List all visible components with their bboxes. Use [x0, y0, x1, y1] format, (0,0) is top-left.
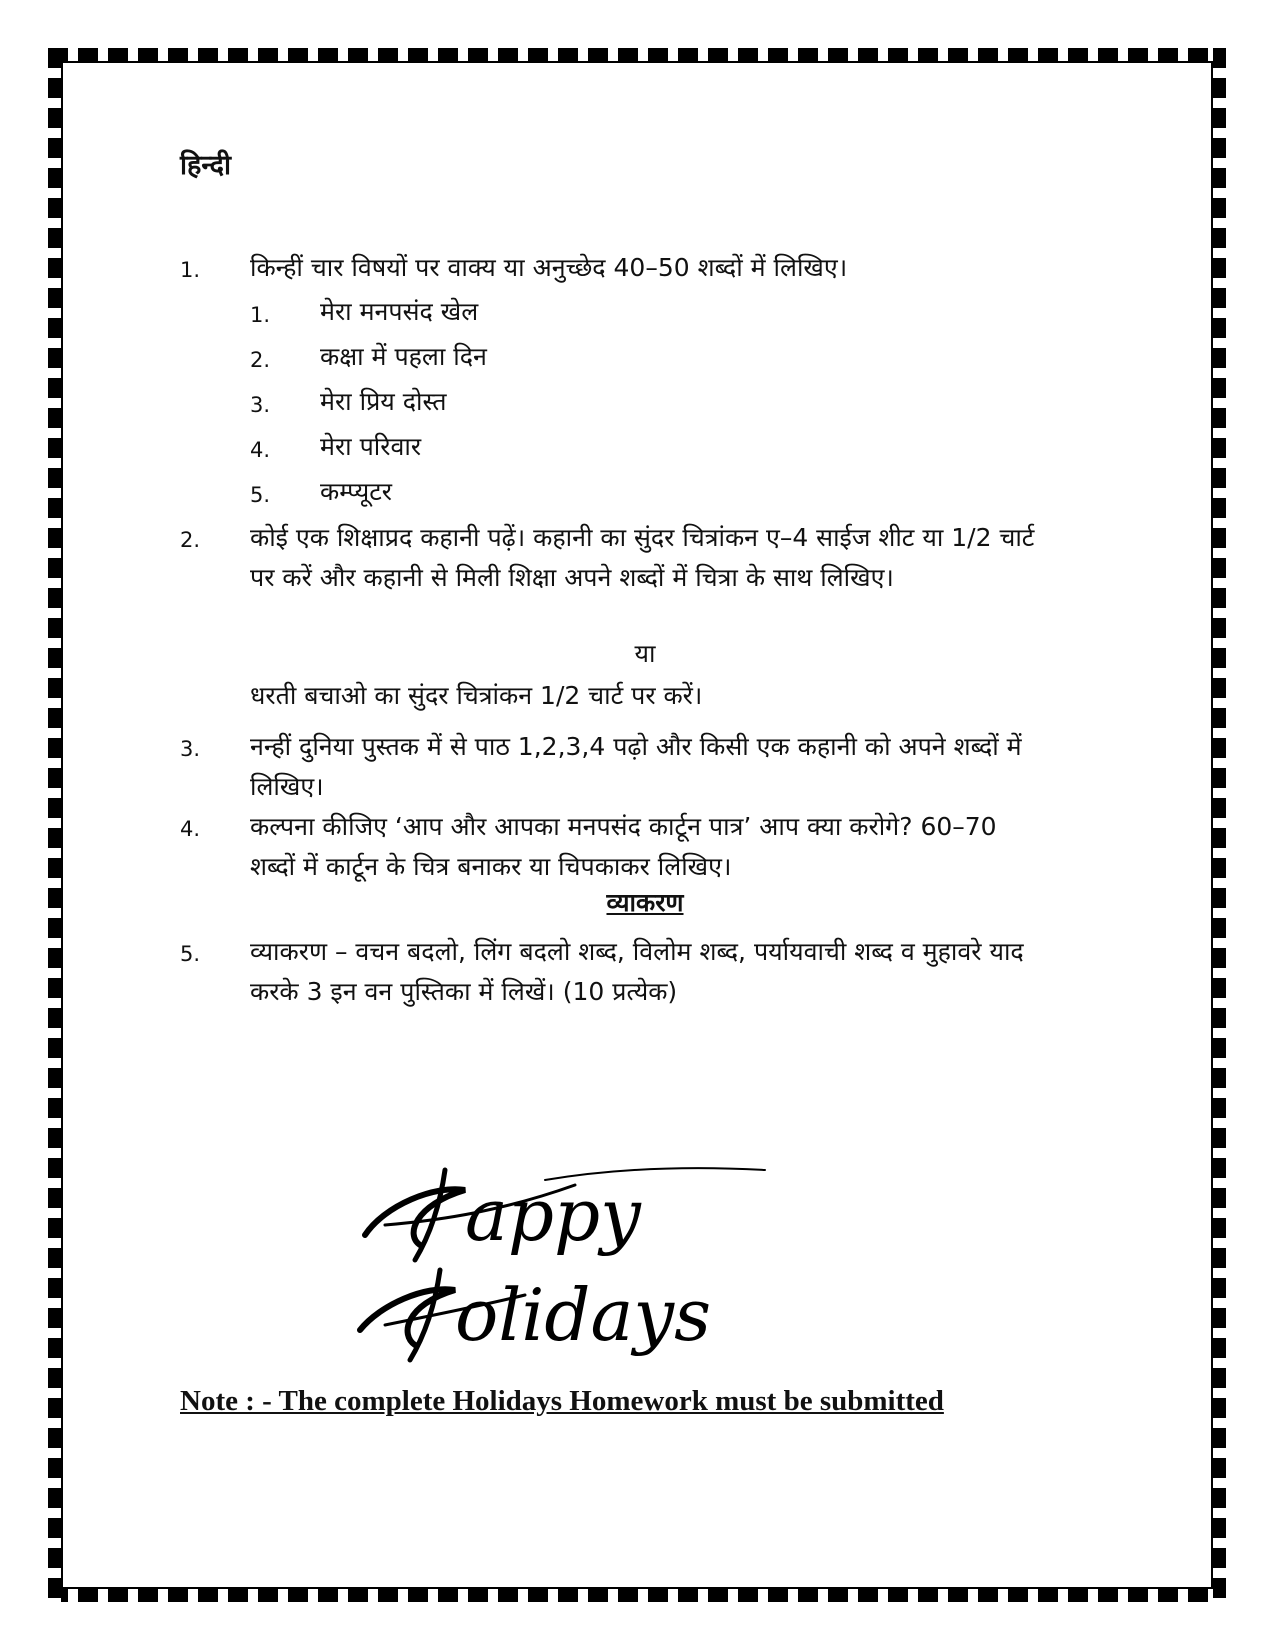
- grammar-heading: व्याकरण: [606, 888, 684, 917]
- subitem-text: कक्षा में पहला दिन: [320, 342, 487, 371]
- subitem-number: 3.: [250, 393, 271, 417]
- item-text: कल्पना कीजिए ‘आप और आपका मनपसंद कार्टून पात्र’ आप क्या करोगे? 60–70 शब्दों में कार्टून के चित्र बनाकर या चिपकाकर लिखिए।: [250, 812, 997, 881]
- svg-text:olidays: olidays: [455, 1273, 712, 1357]
- item-alternative-text: धरती बचाओ का सुंदर चित्रांकन 1/2 चार्ट पर करें।: [250, 681, 703, 710]
- item-number: 1.: [180, 258, 201, 282]
- subitem-text: मेरा प्रिय दोस्त: [320, 387, 447, 416]
- subitem-text: मेरा मनपसंद खेल: [320, 297, 479, 326]
- border-bottom: [48, 1589, 1226, 1602]
- border-left: [48, 48, 61, 1602]
- subitem-number: 5.: [250, 483, 271, 507]
- happy-holidays-artwork: [345, 1165, 795, 1375]
- svg-text:appy: appy: [465, 1173, 641, 1257]
- item-text: किन्हीं चार विषयों पर वाक्य या अनुच्छेद 40–50 शब्दों में लिखिए।: [250, 253, 848, 282]
- subitem-number: 4.: [250, 438, 271, 462]
- item-text: कोई एक शिक्षाप्रद कहानी पढ़ें। कहानी का सुंदर चित्रांकन ए–4 साईज शीट या 1/2 चार्ट पर करें और कहानी से मिली शिक्षा अपने शब्दों में चित्रा के साथ लिखिए।: [250, 523, 1035, 592]
- subitem-number: 2.: [250, 348, 271, 372]
- subitem-text: कम्प्यूटर: [320, 477, 393, 506]
- item-number: 3.: [180, 737, 201, 761]
- submission-note: Note : - The complete Holidays Homework must be submitted: [180, 1385, 944, 1417]
- subject-heading: हिन्दी: [180, 150, 232, 181]
- item-number: 2.: [180, 528, 201, 552]
- item-number: 5.: [180, 942, 201, 966]
- item-number: 4.: [180, 817, 201, 841]
- subitem-text: मेरा परिवार: [320, 432, 422, 461]
- item-text: नन्हीं दुनिया पुस्तक में से पाठ 1,2,3,4 पढ़ो और किसी एक कहानी को अपने शब्दों में लिखिए।: [250, 732, 1022, 801]
- subitem-number: 1.: [250, 303, 271, 327]
- border-top: [48, 48, 1226, 61]
- item-text: व्याकरण – वचन बदलो, लिंग बदलो शब्द, विलोम शब्द, पर्यायवाची शब्द व मुहावरे याद करके 3 इन वन पुस्तिका में लिखें। (10 प्रत्येक): [250, 937, 1024, 1006]
- border-right: [1213, 48, 1226, 1602]
- or-separator: या: [634, 639, 656, 668]
